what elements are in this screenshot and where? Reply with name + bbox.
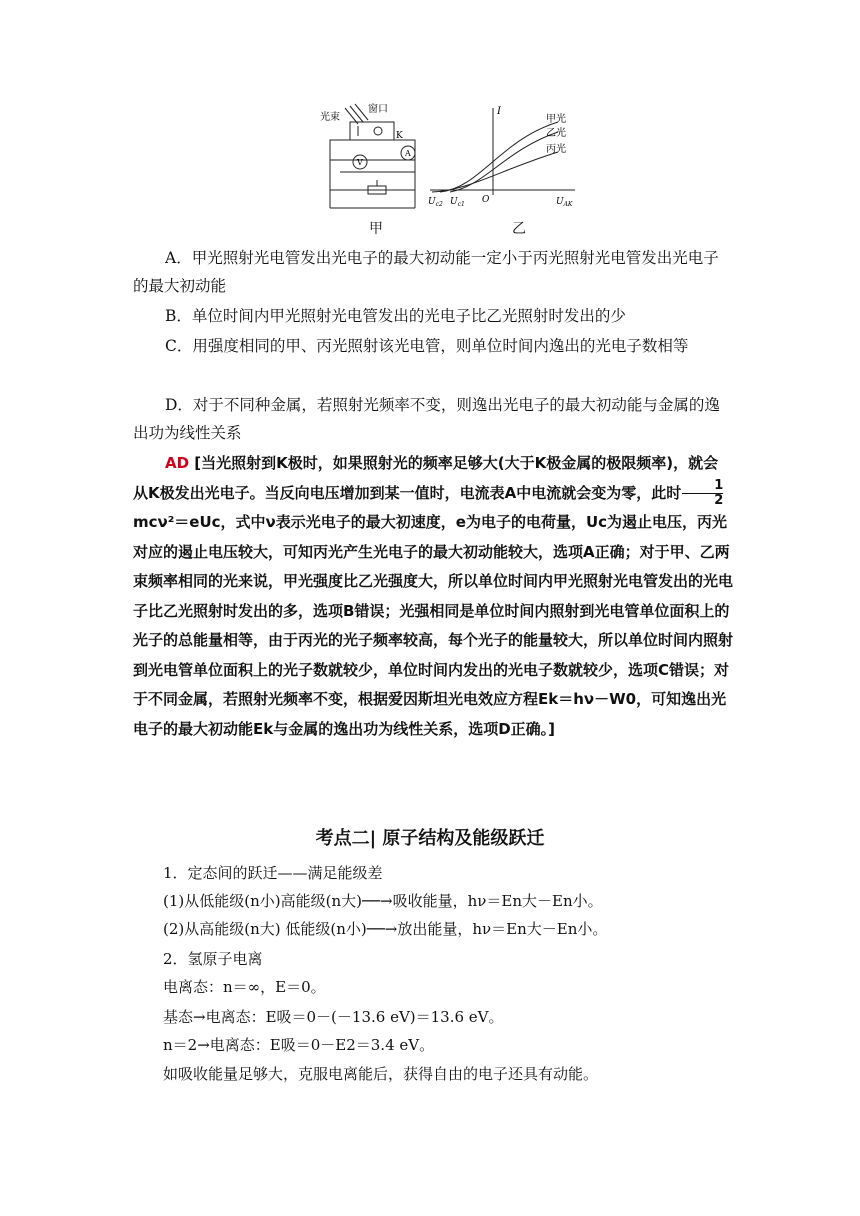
item-heading-2: 2．氢原子电离 xyxy=(163,950,263,968)
option-d: D．对于不同种金属，若照射光频率不变，则逸出光电子的最大初动能与金属的逸出功为线性关系 xyxy=(133,396,720,442)
legend-yi: 乙光 xyxy=(546,128,566,139)
uc1-label: $U_{c1}$ xyxy=(450,197,465,208)
answer-explanation xyxy=(133,449,733,744)
circuit-diagram xyxy=(330,104,415,208)
origin-label: O xyxy=(482,195,490,205)
circuit-label-v: V xyxy=(357,158,363,167)
item-line-2: (2)从高能级(n大) 低能级(n小)──→放出能量，hν＝En大－En小。 xyxy=(163,920,608,938)
option-c: C．用强度相同的甲、丙光照射该光电管，则单位时间内逸出的光电子数相等 xyxy=(165,337,689,355)
item-heading-1: 1．定态间的跃迁——满足能级差 xyxy=(163,864,383,882)
answer-text-1: [当光照射到K极时，如果照射光的频率足够大(大于K极金属的极限频率)，就会从K极发出光电子。当反向电压增加到某一值时，电流表A中电流就会变为零，此时 xyxy=(133,454,719,502)
caption-jia: 甲 xyxy=(369,221,383,237)
legend-bing: 丙光 xyxy=(546,144,566,155)
circuit-label-light: 光束 xyxy=(320,112,340,123)
caption-yi: 乙 xyxy=(512,221,526,237)
circuit-label-k: K xyxy=(396,131,403,141)
curve-bing xyxy=(432,152,558,192)
answer-text-2: mcν²＝eUc，式中ν表示光电子的最大初速度，e为电子的电荷量，Uc为遏止电压，丙光对应的遏止电压较大，可知丙光产生光电子的最大初动能较大，选项A正确；对于甲、乙两束频率相同的光来说，甲光强度比乙光强度大，所以单位时间内甲光照射光电管发出的光电子比乙光照射时发出的多，选项B错误；光强相同是单位时间内照射到光电管单位面积上的光子的总能量相等，由于丙光的光子频率较高，每个光子的能量较大，所以单位时间内照射到光电管单位面积上的光子数就较少，单位时间内发出的光电子数就较少，选项C错误；对于不同金属，若照射光频率不变，根据爱因斯坦光电效应方程Ek＝hν－W0，可知逸出光电子的最大初动能Ek与金属的逸出功为线性关系，选项D正确。] xyxy=(133,513,734,738)
legend-jia: 甲光 xyxy=(546,114,566,125)
section-title: 考点二| 原子结构及能级跃迁 xyxy=(315,828,545,849)
option-a: A．甲光照射光电管发出光电子的最大初动能一定小于丙光照射光电管发出光电子的最大初动能 xyxy=(133,249,719,295)
item-line-6: 如吸收能量足够大，克服电离能后，获得自由的电子还具有动能。 xyxy=(163,1065,599,1083)
item-line-4: 基态→电离态：E吸＝0－(－13.6 eV)＝13.6 eV。 xyxy=(163,1008,504,1026)
uak-label: $U_{AK}$ xyxy=(556,197,573,208)
fraction-half: $\frac{1}{2}$ xyxy=(682,479,723,508)
uc2-label: $U_{c2}$ xyxy=(428,197,443,208)
item-line-1: (1)从低能级(n小)高能级(n大)──→吸收能量，hν＝En大－En小。 xyxy=(163,892,603,910)
circuit-label-window: 窗口 xyxy=(368,104,388,115)
option-b: B．单位时间内甲光照射光电管发出的光电子比乙光照射时发出的少 xyxy=(165,307,626,325)
photoelectric-figure xyxy=(320,100,580,240)
curve-jia xyxy=(440,122,558,192)
circuit-label-a: A xyxy=(405,149,411,158)
item-line-5: n＝2→电离态：E吸＝0－E2＝3.4 eV。 xyxy=(163,1036,435,1054)
item-line-3: 电离态：n＝∞，E＝0。 xyxy=(163,978,326,996)
graph-i-label: I xyxy=(497,106,501,117)
answer-key: AD xyxy=(165,454,190,472)
